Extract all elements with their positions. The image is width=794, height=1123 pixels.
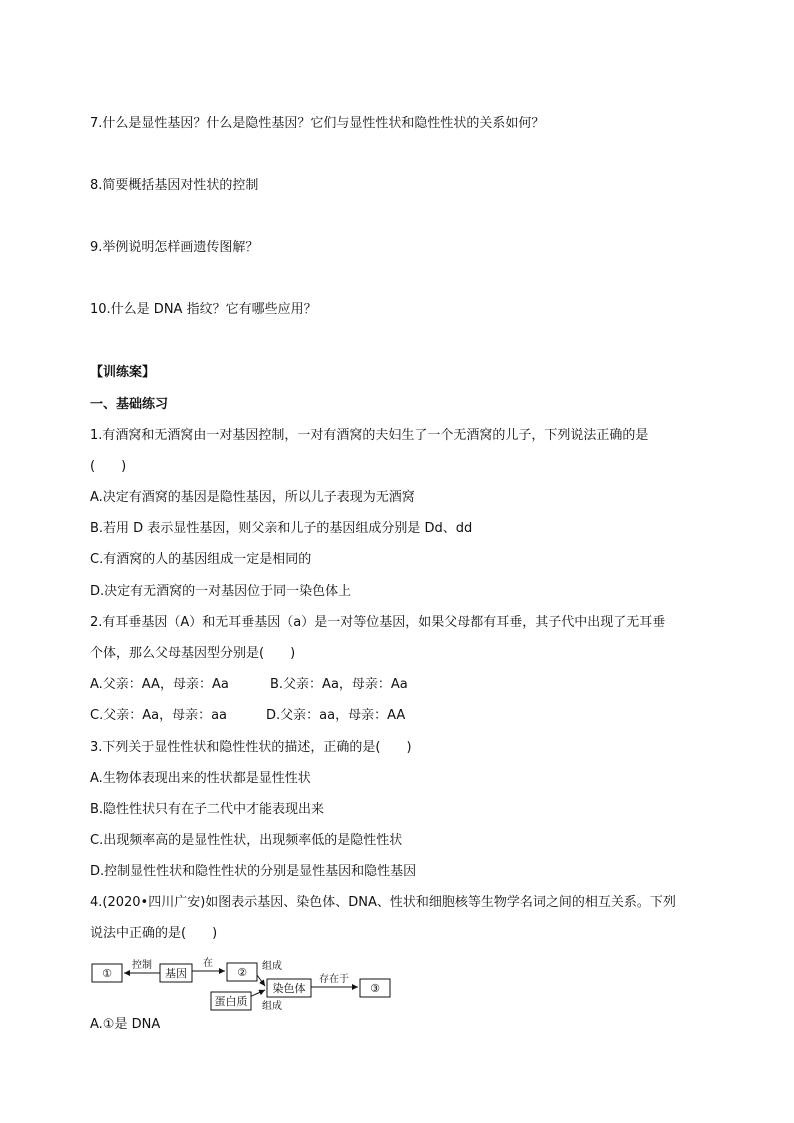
section-subtitle: 一、基础练习 xyxy=(90,397,169,412)
exercise-2-option-b: B.父亲：Aa，母亲：Aa xyxy=(270,677,408,692)
chromosome-label: 染色体 xyxy=(272,982,306,995)
question-8: 8.简要概括基因对性状的控制 xyxy=(90,178,259,193)
label-compose-bottom: 组成 xyxy=(262,1001,282,1012)
exercise-1-stem: 1.有酒窝和无酒窝由一对基因控制，一对有酒窝的夫妇生了一个无酒窝的儿子，下列说法正确的是 xyxy=(90,428,649,443)
exercise-3-option-a: A.生物体表现出来的性状都是显性性状 xyxy=(90,771,311,786)
exercise-2-option-d: D.父亲：aa，母亲：AA xyxy=(266,708,406,723)
exercise-2-options-cd xyxy=(90,708,405,724)
exercise-4-stem-cont: 说法中正确的是( ) xyxy=(90,926,218,941)
label-exist: 存在于 xyxy=(319,974,349,985)
section-title: 【训练案】 xyxy=(90,365,156,380)
box-2-label: ② xyxy=(237,966,247,979)
exercise-1-stem-cont: ( ) xyxy=(90,459,127,474)
exercise-2-options-ab xyxy=(90,677,408,693)
label-control: 控制 xyxy=(132,960,152,971)
box-1-label: ① xyxy=(102,967,112,980)
box-3-label: ③ xyxy=(370,982,380,995)
arrow-2-to-chromosome xyxy=(257,975,265,986)
exercise-3-option-b: B.隐性性状只有在子二代中才能表现出来 xyxy=(90,802,325,817)
exercise-2-option-a: A.父亲：AA，母亲：Aa xyxy=(90,677,229,692)
exercise-4-option-a: A.①是 DNA xyxy=(90,1017,161,1032)
exercise-1-option-b: B.若用 D 表示显性基因，则父亲和儿子的基因组成分别是 Dd、dd xyxy=(90,521,473,536)
question-9: 9.举例说明怎样画遗传图解？ xyxy=(90,240,259,255)
exercise-3-option-c: C.出现频率高的是显性性状，出现频率低的是隐性性状 xyxy=(90,833,403,848)
exercise-2-stem-cont: 个体，那么父母基因型分别是( ) xyxy=(90,646,296,661)
exercise-1-option-d: D.决定有无酒窝的一对基因位于同一染色体上 xyxy=(90,584,352,599)
label-compose-top: 组成 xyxy=(262,961,282,972)
question-10: 10.什么是 DNA 指纹？它有哪些应用？ xyxy=(90,302,317,317)
question-7: 7.什么是显性基因？什么是隐性基因？它们与显性性状和隐性性状的关系如何？ xyxy=(90,116,545,131)
exercise-1-option-a: A.决定有酒窝的基因是隐性基因，所以儿子表现为无酒窝 xyxy=(90,490,415,505)
exercise-2-stem: 2.有耳垂基因（A）和无耳垂基因（a）是一对等位基因，如果父母都有耳垂，其子代中出现了无耳垂 xyxy=(90,615,666,630)
exercise-4-stem: 4.(2020•四川广安)如图表示基因、染色体、DNA、性状和细胞核等生物学名词之间的相互关系。下列 xyxy=(90,895,676,910)
gene-label: 基因 xyxy=(165,967,187,980)
protein-label: 蛋白质 xyxy=(214,995,248,1008)
exercise-3-stem: 3.下列关于显性性状和隐性性状的描述，正确的是( ) xyxy=(90,740,412,755)
gene-relationship-diagram xyxy=(88,955,398,1015)
exercise-3-option-d: D.控制显性性状和隐性性状的分别是显性基因和隐性基因 xyxy=(90,864,417,879)
exercise-2-option-c: C.父亲：Aa，母亲：aa xyxy=(90,708,228,723)
exercise-1-option-c: C.有酒窝的人的基因组成一定是相同的 xyxy=(90,552,312,567)
label-in: 在 xyxy=(203,958,213,969)
